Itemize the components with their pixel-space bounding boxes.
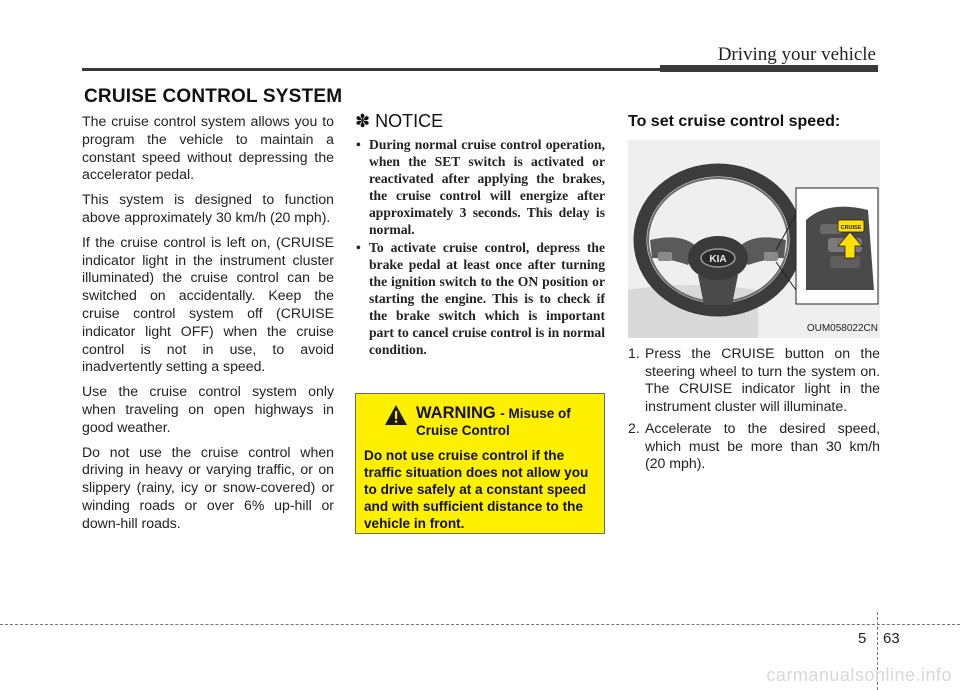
warning-heading [364, 404, 596, 442]
svg-text:KIA: KIA [709, 254, 727, 265]
notice-item-text: To activate cruise control, depress the brake pedal at least once after turning the ignition switch to the ON position or starting the engine. This is to check if the brake switch which is important part to cancel cruise control is in normal condition. [369, 240, 605, 357]
section-title: CRUISE CONTROL SYSTEM [84, 86, 343, 107]
notice-item [355, 239, 605, 358]
running-header-title: Driving your vehicle [717, 44, 876, 65]
watermark: carmanualsonline.info [766, 665, 952, 685]
set-speed-steps [628, 345, 880, 478]
step-number: 2. [628, 420, 640, 436]
intro-paragraph-2: This system is designed to function above approximately 30 km/h (20 mph). [82, 191, 334, 225]
header-tab-bar [660, 65, 878, 72]
intro-paragraph-1: The cruise control system allows you to program the vehicle to maintain a constant speed without depressing the accelerator pedal. [82, 113, 334, 183]
header-rule [82, 68, 660, 71]
footer-rule [0, 624, 960, 625]
step-text: Accelerate to the desired speed, which must be more than 30 km/h (20 mph). [645, 420, 880, 471]
notice-symbol-icon: ✽ [355, 111, 371, 131]
steering-wheel-figure [628, 140, 880, 338]
warning-triangle-icon [384, 404, 408, 426]
step-item [628, 420, 880, 473]
warning-subtitle-line2: Cruise Control [416, 423, 510, 438]
page-number: 63 [883, 630, 900, 647]
warning-text: Do not use cruise control if the traffic situation does not allow you to drive safely at a constant speed and with sufficient distance to the vehicle in front. [364, 448, 589, 531]
steering-wheel-illustration [628, 140, 880, 338]
warning-subtitle: - Misuse of [500, 406, 571, 421]
step-text: Press the CRUISE button on the steering wheel to turn the system on. The CRUISE indicator light in the instrument cluster will illuminate. [645, 345, 880, 414]
cruise-button-label: CRUISE [840, 225, 862, 231]
notice-column [355, 111, 605, 359]
step-number: 1. [628, 345, 640, 361]
set-speed-title: To set cruise control speed: [628, 113, 841, 130]
intro-paragraph-5: Do not use the cruise control when driving in heavy or varying traffic, or on slippery (rainy, icy or snow-covered) or winding roads or over 6% up-hill or down-hill roads. [82, 443, 334, 531]
figure-caption: OUM058022CN [806, 323, 878, 334]
intro-paragraph-4: Use the cruise control system only when traveling on open highways in good weather. [82, 383, 334, 435]
notice-item-text: During normal cruise control operation, when the SET switch is activated or reactivated after applying the brakes, the cruise control will energize after approximately 3 seconds. This delay is normal. [369, 137, 605, 237]
notice-item [355, 136, 605, 238]
notice-title: NOTICE [375, 111, 444, 131]
warning-word: WARNING [416, 404, 496, 422]
chapter-number: 5 [858, 630, 867, 647]
warning-box [355, 393, 605, 534]
intro-column [82, 113, 334, 540]
bullet-icon: • [356, 240, 361, 255]
intro-paragraph-3: If the cruise control is left on, (CRUISE indicator light in the instrument cluster illuminated) the cruise control can be switched on accidentally. Keep the cruise control system off (CRUISE indicator light OFF) when the cruise control is not in use, to avoid inadvertently setting a speed. [82, 233, 334, 375]
step-item [628, 345, 880, 415]
notice-heading [355, 111, 605, 132]
notice-list [355, 136, 605, 358]
bullet-icon: • [356, 137, 361, 152]
